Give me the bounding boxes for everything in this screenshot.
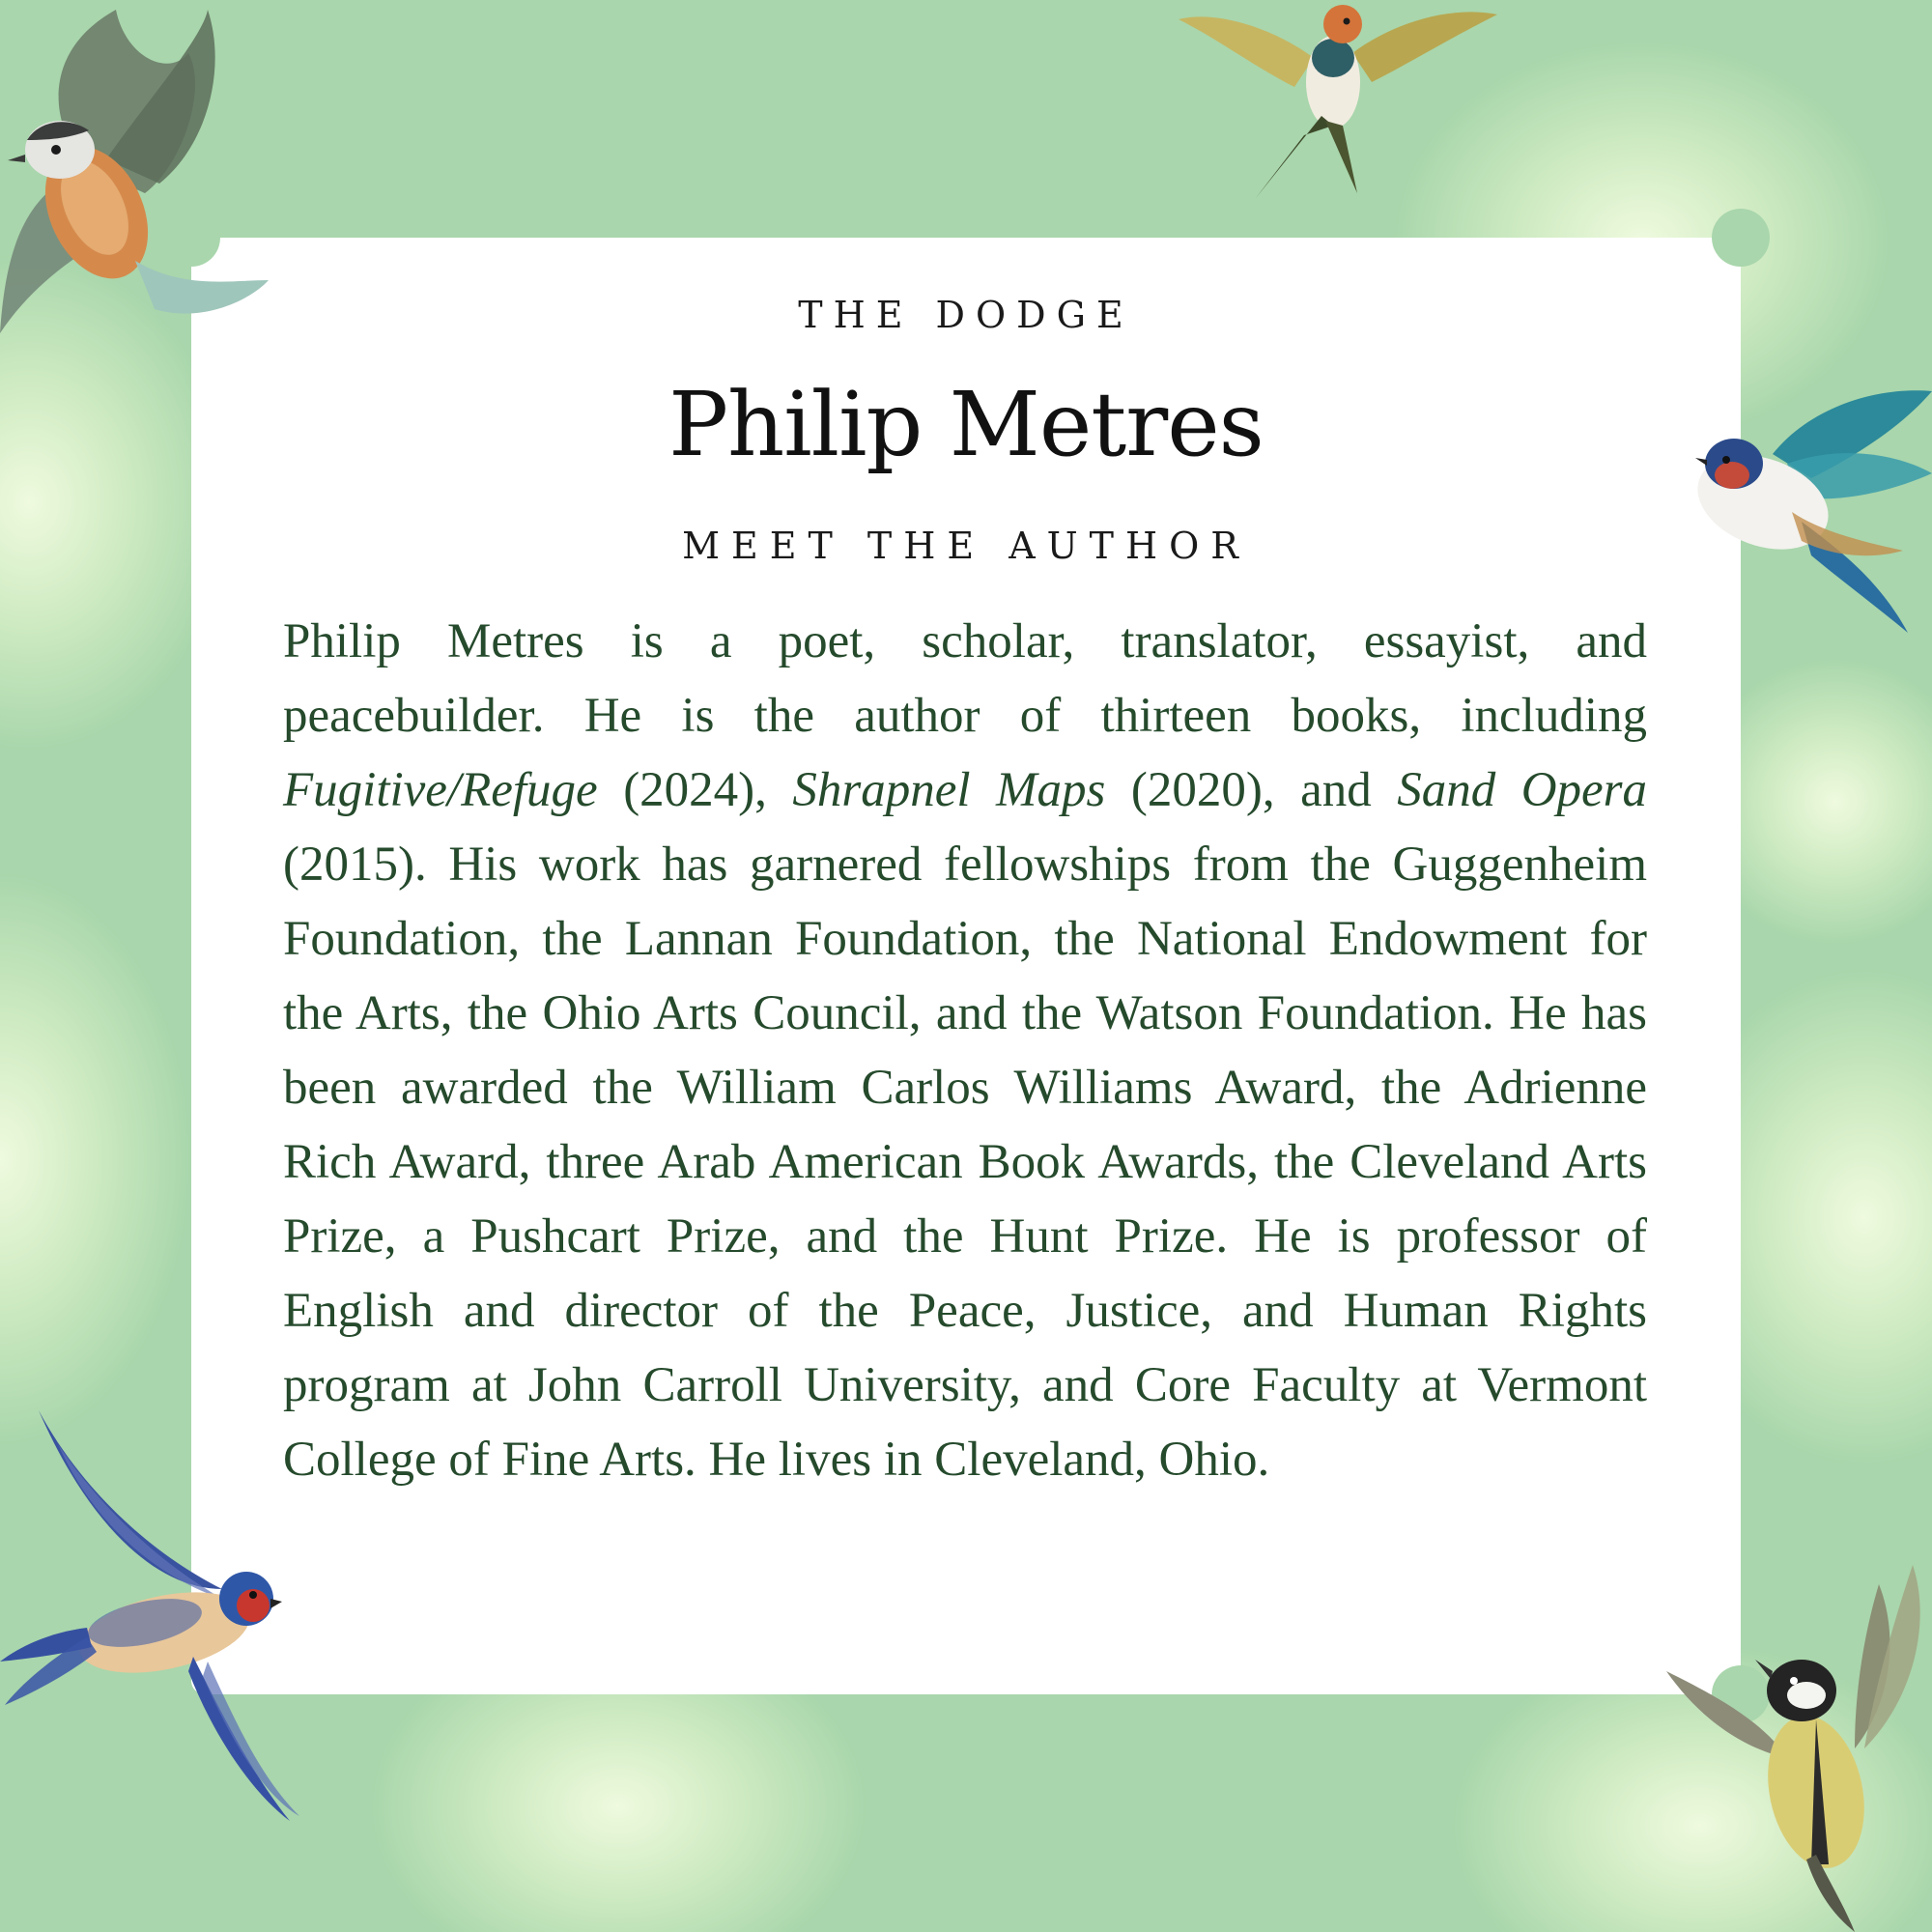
bird-bottom-left-icon (0, 1406, 309, 1831)
section-label: MEET THE AUTHOR (682, 525, 1250, 567)
bio-text: (2015). His work has garnered fellowships from the Guggenheim Foundation, the Lannan Foundation, the National Endowment for the Arts, the Ohio Arts Council, and the Watson Foundation. He has been awarded the William Carlos Williams Award, the Adrienne Rich Award, three Arab American Book Awards, the Cleveland Arts Prize, a Pushcart Prize, and the Hunt Prize. He is professor of English and director of the Peace, Justice, and Human Rights program at John Carroll University, and Core Faculty at Vermont College of Fine Arts. He lives in Cleveland, Ohio. (283, 838, 1647, 1487)
book-title: Sand Opera (1397, 763, 1648, 817)
book-title: Shrapnel Maps (792, 763, 1106, 817)
bio-text: (2024), (597, 763, 793, 817)
bird-top-center-icon (1159, 0, 1507, 203)
bird-bottom-right-icon (1647, 1555, 1932, 1932)
bio-text: Philip Metres is a poet, scholar, translator, essayist, and peacebuilder. He is the author of thirteen books, including (283, 614, 1647, 743)
card-notch (1712, 209, 1770, 267)
bird-top-left-icon (0, 0, 280, 348)
author-bio (283, 605, 1647, 1497)
background-glow (0, 869, 193, 1449)
org-name: THE DODGE (798, 294, 1134, 336)
author-name: Philip Metres (668, 373, 1264, 476)
bird-right-icon (1695, 386, 1932, 638)
book-title: Fugitive/Refuge (283, 763, 598, 817)
bio-text: (2020), and (1105, 763, 1398, 817)
